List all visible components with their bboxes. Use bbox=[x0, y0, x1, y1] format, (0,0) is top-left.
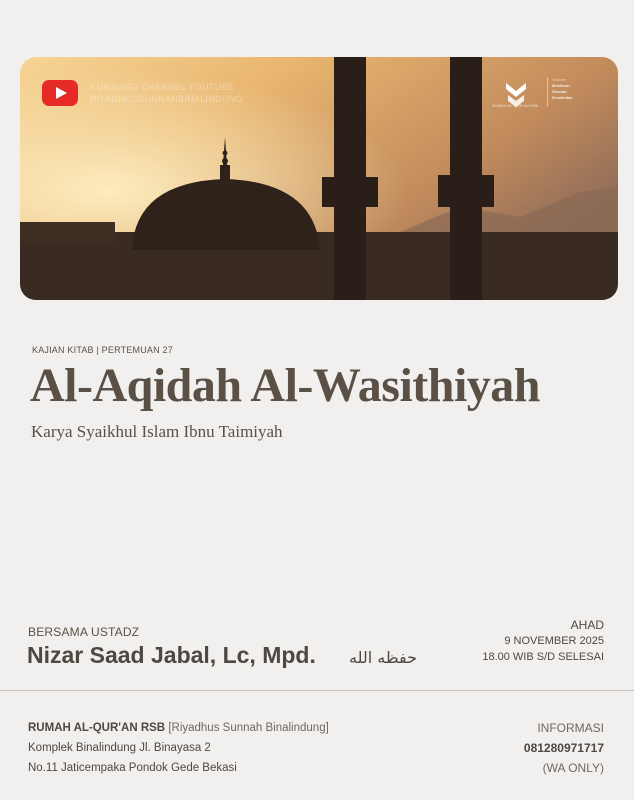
contact-block bbox=[524, 718, 604, 778]
event-title: Al-Aqidah Al-Wasithiyah bbox=[30, 359, 540, 412]
youtube-icon[interactable] bbox=[42, 80, 78, 106]
tagline bbox=[552, 77, 572, 101]
schedule-block bbox=[482, 617, 604, 665]
schedule-date: 9 NOVEMBER 2025 bbox=[504, 635, 604, 647]
tagline-item: Visioner bbox=[552, 77, 567, 82]
location-address-line-1: Komplek Binalindung Jl. Binayasa 2 bbox=[28, 742, 211, 754]
schedule-day: AHAD bbox=[570, 618, 604, 632]
contact-note: (WA ONLY) bbox=[542, 761, 604, 775]
divider bbox=[0, 690, 634, 691]
contact-label: INFORMASI bbox=[537, 721, 604, 735]
tagline-item: Kreativitas bbox=[552, 95, 573, 100]
youtube-line-1: KUNJUNGI CHANNEL YOUTUBE bbox=[90, 82, 235, 92]
location-address-line-2: No.11 Jaticempaka Pondok Gede Bekasi bbox=[28, 762, 237, 774]
logo-text: RUMAH AL-QUR'AN RSB bbox=[491, 103, 539, 108]
speaker-honorific: حفظه الله bbox=[349, 648, 417, 667]
event-subtitle: Karya Syaikhul Islam Ibnu Taimiyah bbox=[31, 422, 283, 441]
speaker-prefix: BERSAMA USTADZ bbox=[28, 625, 140, 639]
speaker-name: Nizar Saad Jabal, Lc, Mpd. bbox=[27, 642, 316, 668]
tagline-item: Muslihun bbox=[552, 83, 570, 88]
contact-phone[interactable]: 081280971717 bbox=[523, 741, 604, 755]
hero-banner bbox=[20, 57, 618, 300]
location-org-full: [Riyadhus Sunnah Binalindung] bbox=[168, 722, 329, 734]
tagline-item: Sunnah bbox=[552, 89, 567, 94]
location-block bbox=[28, 718, 329, 778]
schedule-time: 18.00 WIB S/D SELESAI bbox=[482, 651, 604, 663]
logo-divider bbox=[547, 77, 548, 107]
series-label: KAJIAN KITAB | PERTEMUAN 27 bbox=[32, 345, 173, 355]
youtube-channel-text bbox=[90, 81, 243, 105]
location-org: RUMAH AL-QUR'AN RSB bbox=[28, 722, 166, 734]
youtube-line-2: RIYADHUSSUNNAHBINALINDUNG bbox=[90, 94, 243, 104]
